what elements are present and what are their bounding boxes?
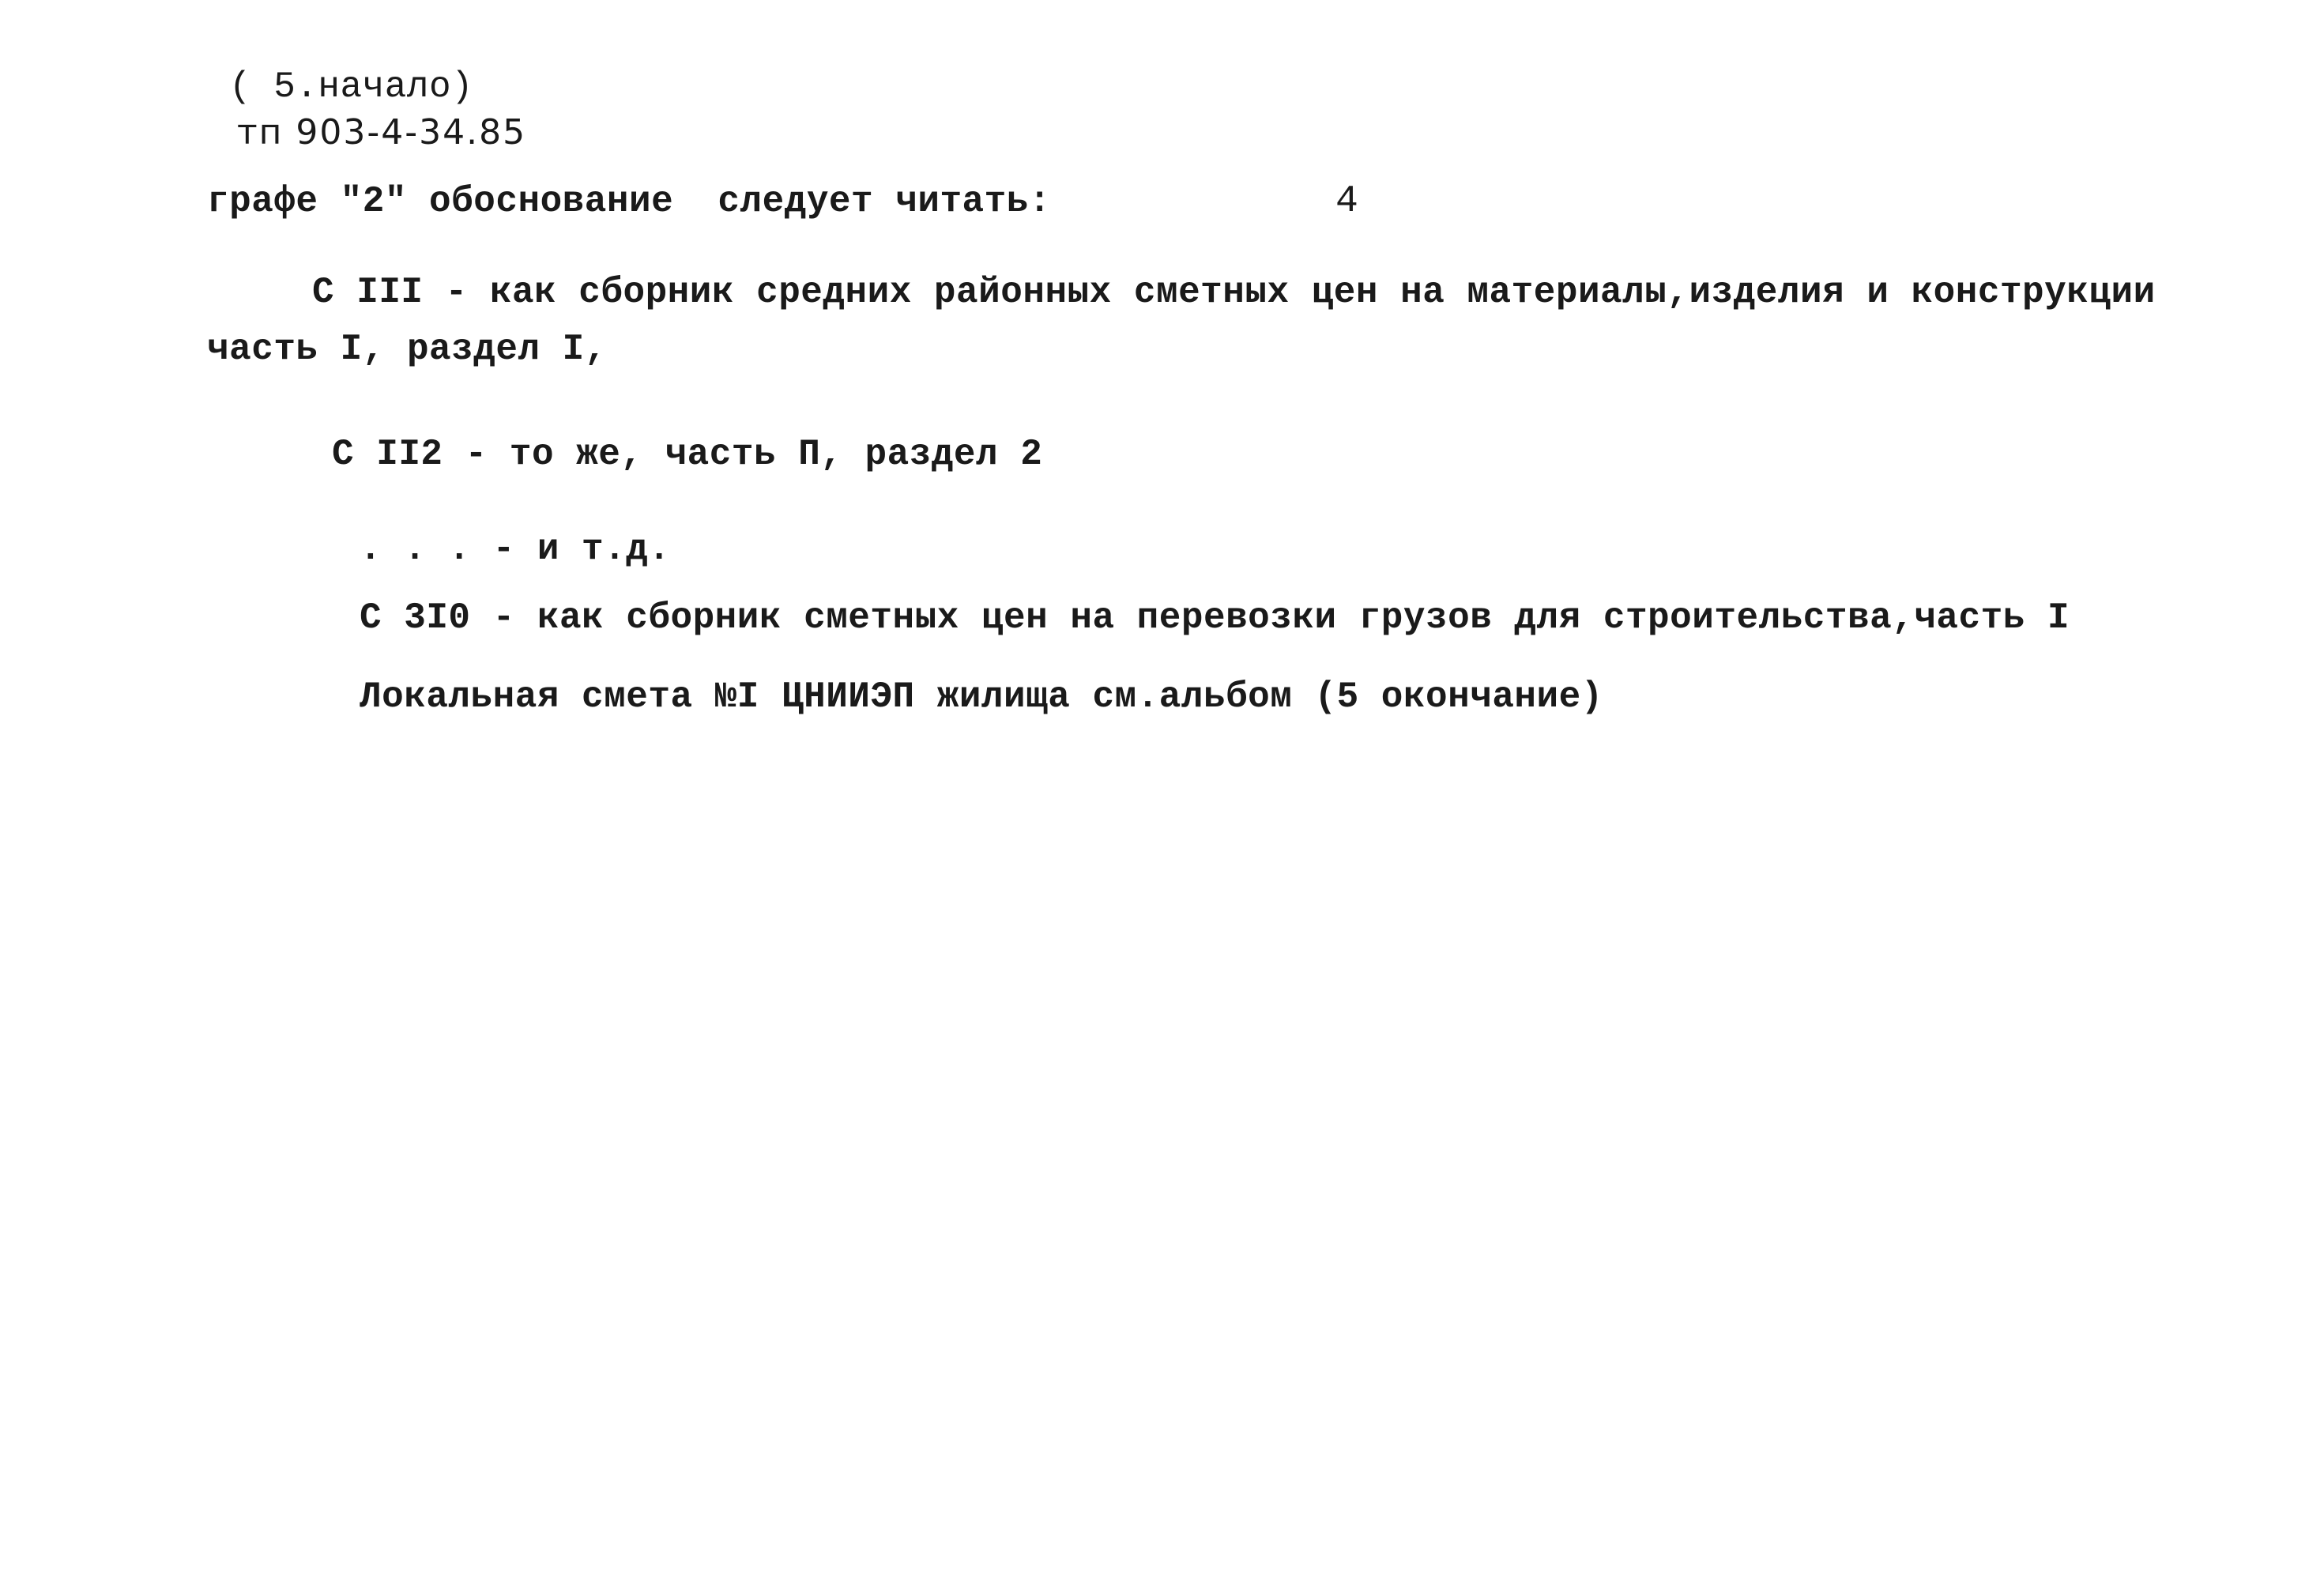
entry-etc: . . . - и т.д. <box>360 529 671 570</box>
page-number: 4 <box>1335 180 1359 223</box>
entry-c112: С II2 - то же, часть П, раздел 2 <box>332 434 1043 475</box>
document-number: тп 903-4-34.85 <box>237 112 527 153</box>
entry-c310: С 3I0 - как сборник сметных цен на перевозки грузов для строительства,часть I <box>360 597 2070 639</box>
section-label: ( 5.начало) <box>229 66 474 107</box>
entry-c111-line2: часть I, раздел I, <box>207 329 607 370</box>
lead-line: графе "2" обоснование следует читать: <box>207 181 1051 222</box>
local-estimate-line: Локальная смета №I ЦНИИЭП жилища см.альбом (5 окончание) <box>360 676 1603 718</box>
entry-c111-line1: С III - как сборник средних районных сметных цен на материалы,изделия и конструкции <box>312 272 2156 313</box>
